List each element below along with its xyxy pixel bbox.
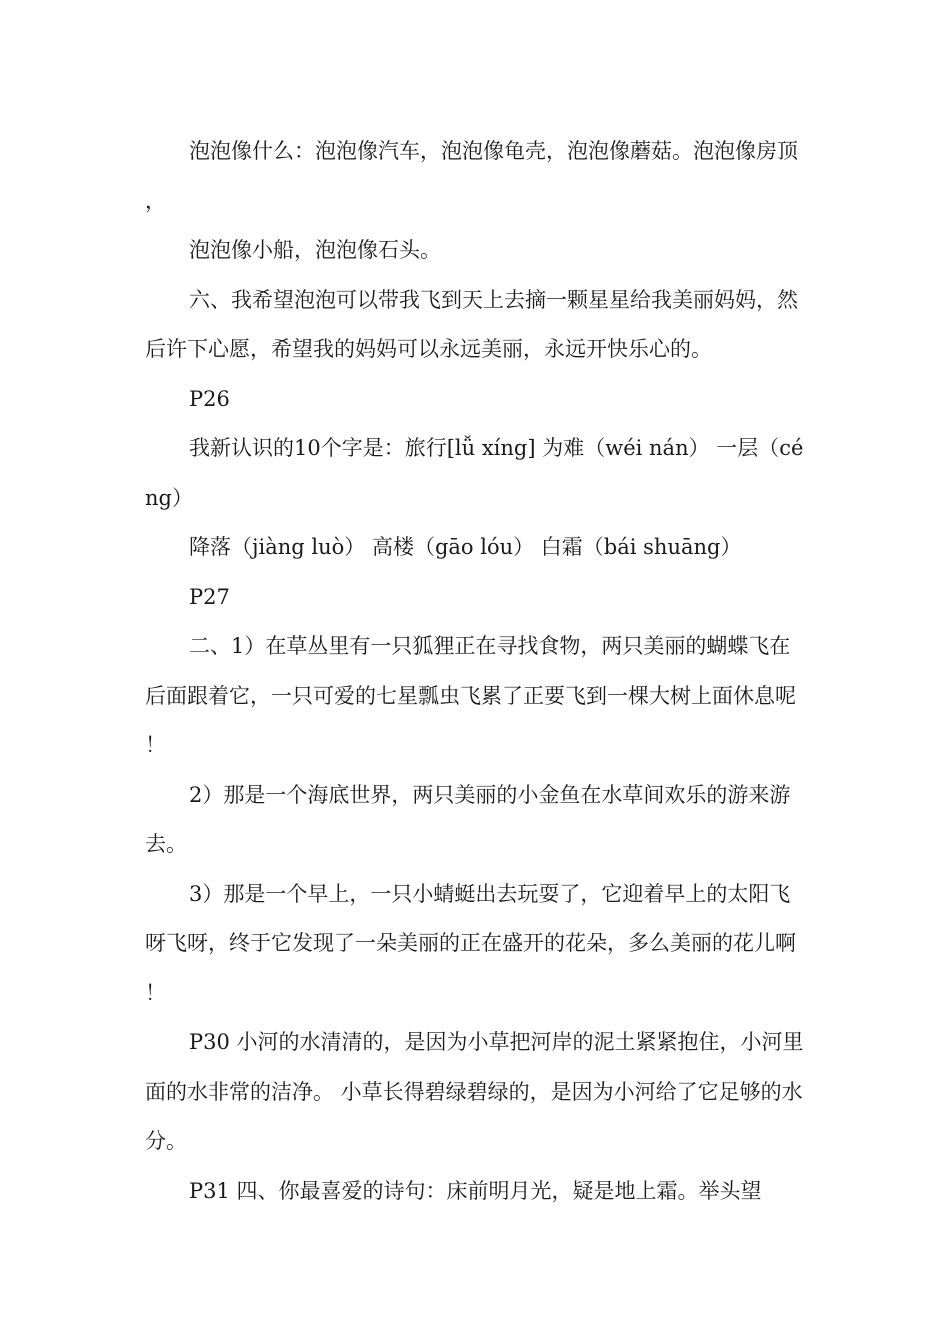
page-marker-p27: P27 [189,584,230,609]
paragraph-picture-3: 3）那是一个早上，一只小蜻蜓出去玩耍了，它迎着早上的太阳飞呀飞呀，终于它发现了一朵美丽的正在盛开的花朵，多么美丽的花儿啊！ [145,881,796,1005]
paragraph-picture-1: 二、1）在草丛里有一只狐狸正在寻找食物，两只美丽的蝴蝶飞在后面跟着它，一只可爱的七星瓢虫飞累了正要飞到一棵大树上面休息呢！ [145,634,796,757]
document-body [145,127,810,1216]
paragraph-new-characters: 我新认识的10个字是：旅行[lǚ xíng] 为难（wéi nán） 一层（céng） [145,436,804,510]
paragraph-bubble-shapes-cont: 泡泡像小船，泡泡像石头。 [189,238,441,262]
paragraph-picture-2: 2）那是一个海底世界，两只美丽的小金鱼在水草间欢乐的游来游去。 [145,782,791,856]
paragraph-p31: P31 四、你最喜爱的诗句：床前明月光，疑是地上霜。举头望 [189,1178,762,1203]
paragraph-bubble-shapes: 泡泡像什么：泡泡像汽车，泡泡像龟壳，泡泡像蘑菇。泡泡像房顶， [145,139,798,213]
page-marker-p26: P26 [189,386,230,411]
paragraph-wish: 六、我希望泡泡可以带我飞到天上去摘一颗星星给我美丽妈妈，然后许下心愿，希望我的妈妈可以永远美丽，永远开快乐心的。 [145,287,798,361]
paragraph-p30: P30 小河的水清清的，是因为小草把河岸的泥土紧紧抱住，小河里面的水非常的洁净。 小草长得碧绿碧绿的，是因为小河给了它足够的水分。 [145,1030,804,1153]
paragraph-new-characters-cont: 降落（jiàng luò） 高楼（gāo lóu） 白霜（bái shuāng） [189,535,742,559]
